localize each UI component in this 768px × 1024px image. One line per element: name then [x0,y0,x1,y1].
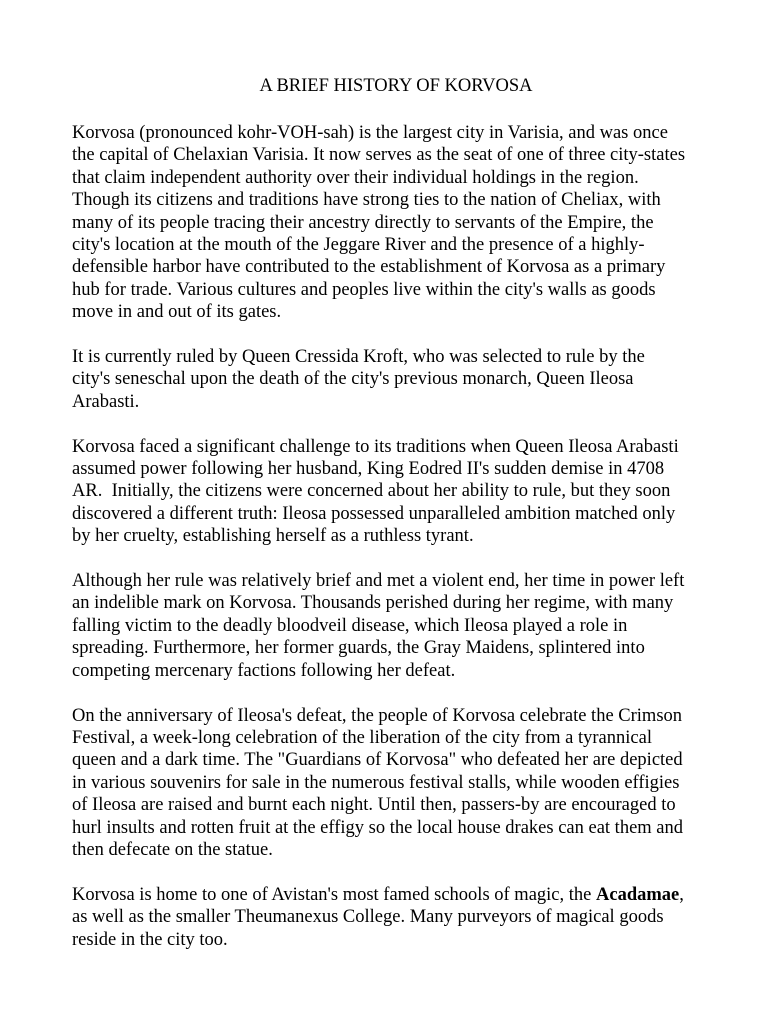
text-line: Korvosa faced a significant challenge to its traditions when Queen Ileosa Arabasti [72,436,679,457]
text-line: an indelible mark on Korvosa. Thousands perished during her regime, with many [72,593,674,614]
text-line: defensible harbor have contributed to the establishment of Korvosa as a primary [72,257,666,278]
text-line [72,884,702,906]
text-line: hub for trade. Various cultures and peoples live within the city's walls as goods [72,279,656,300]
text-line: Festival, a week-long celebration of the liberation of the city from a tyrannical [72,727,652,748]
text-line: competing mercenary factions following her defeat. [72,660,456,681]
document-title: A BRIEF HISTORY OF KORVOSA [259,76,533,96]
text-line: It is currently ruled by Queen Cressida Kroft, who was selected to rule by the [72,347,645,368]
text-line: Although her rule was relatively brief and met a violent end, her time in power left [72,571,685,592]
paragraph-crimson-festival [72,705,702,862]
text-line: Though its citizens and traditions have strong ties to the nation of Cheliax, with [72,190,661,211]
paragraph-magic-schools [72,884,702,951]
document-page [72,74,702,973]
text-line: by her cruelty, establishing herself as a ruthless tyrant. [72,526,474,547]
text-line: On the anniversary of Ileosa's defeat, the people of Korvosa celebrate the Crimson [72,705,683,726]
text-line: reside in the city too. [72,929,228,950]
text-line: assumed power following her husband, King Eodred II's sudden demise in 4708 [72,459,665,480]
text-line: hurl insults and rotten fruit at the effigy so the local house drakes can eat them and [72,817,684,838]
text-line: city's location at the mouth of the Jeggare River and the presence of a highly- [72,235,645,256]
text-line: AR. Initially, the citizens were concerned about her ability to rule, but they soon [72,481,671,502]
acadamae-name: Acadamae [596,884,680,905]
paragraph-current-ruler [72,346,702,413]
paragraph-ileosa-legacy [72,570,702,682]
text-line: spreading. Furthermore, her former guards, the Gray Maidens, splintered into [72,638,645,659]
text-line: move in and out of its gates. [72,302,282,323]
text-line: Korvosa (pronounced kohr-VOH-sah) is the largest city in Varisia, and was once [72,123,668,143]
text-line: of Ileosa are raised and burnt each night. Until then, passers-by are encouraged to [72,795,676,816]
paragraph-ileosa-rise [72,436,702,548]
text-line: then defecate on the statue. [72,839,273,860]
text-line: falling victim to the deadly bloodveil disease, which Ileosa played a role in [72,615,628,636]
text-line: discovered a different truth: Ileosa possessed unparalleled ambition matched only [72,503,676,524]
text-line: city's seneschal upon the death of the city's previous monarch, Queen Ileosa [72,369,634,390]
paragraph-intro [72,122,702,324]
text-line: in various souvenirs for sale in the numerous festival stalls, while wooden effigies [72,772,680,793]
text-line: that claim independent authority over their individual holdings in the region. [72,167,639,188]
text-line: the capital of Chelaxian Varisia. It now serves as the seat of one of three city-states [72,145,686,166]
text-line: Arabasti. [72,391,140,412]
text-run: Korvosa is home to one of Avistan's most famed schools of magic, the [72,884,596,905]
text-line: as well as the smaller Theumanexus College. Many purveyors of magical goods [72,907,664,928]
text-line: queen and a dark time. The "Guardians of Korvosa" who defeated her are depicted [72,750,683,771]
text-line: many of its people tracing their ancestry directly to servants of the Empire, the [72,212,654,233]
text-run: , [679,884,684,905]
